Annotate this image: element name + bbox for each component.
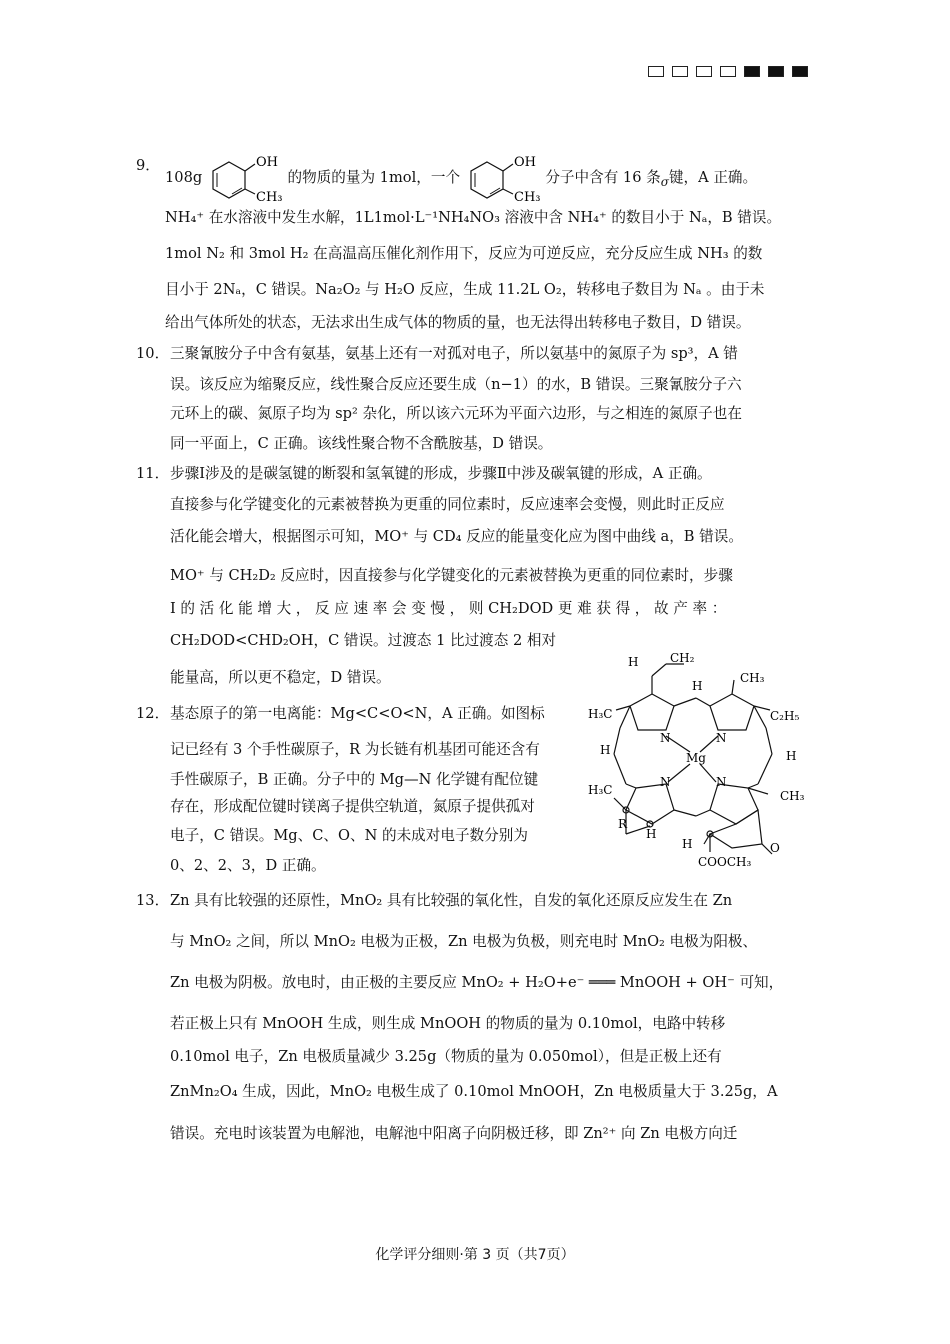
q10-line1: 三聚氰胺分子中含有氨基，氨基上还有一对孤对电子，所以氨基中的氮原子为 sp³，A 错: [170, 345, 738, 362]
struct-h3c: H₃C: [588, 783, 613, 797]
struct-h: H: [646, 827, 657, 841]
q9-line3: 1mol N₂ 和 3mol H₂ 在高温高压催化剂作用下，反应为可逆反应，充分反应生成 NH₃ 的数: [165, 245, 763, 262]
mark-box: [696, 66, 712, 77]
q11-line5: Ⅰ 的 活 化 能 增 大 ， 反 应 速 率 会 变 慢 ， 则 CH₂DOD 更 难 获 得 ， 故 产 率 ：: [170, 600, 727, 617]
mark-box: [792, 66, 808, 77]
ch3-label: CH₃: [255, 190, 283, 202]
mark-box: [720, 66, 736, 77]
struct-n: N: [660, 731, 671, 745]
struct-mg: Mg: [686, 751, 706, 765]
mark-box: [768, 66, 784, 77]
chlorophyll-structure: [586, 648, 822, 872]
q9-line1: [165, 154, 757, 202]
q11-line3: 活化能会增大，根据图示可知，MO⁺ 与 CD₄ 反应的能量变化应为图中曲线 a，B 错误。: [170, 528, 743, 545]
mark-box: [672, 66, 688, 77]
page-footer: 化学评分细则·第 3 页（共7页）: [375, 1247, 575, 1263]
q12-line5: 电子，C 错误。Mg、C、O、N 的未成对电子数分别为: [170, 827, 528, 844]
q13-line4: 若正极上只有 MnOOH 生成，则生成 MnOOH 的物质的量为 0.10mol，电路中转移: [170, 1015, 726, 1032]
q13-line1: Zn 具有比较强的还原性，MnO₂ 具有比较强的氧化性，自发的氧化还原反应发生在 Zn: [170, 892, 733, 909]
struct-cooch3: COOCH₃: [698, 855, 752, 869]
struct-n: N: [716, 775, 727, 789]
q9-line4: 目小于 2Nₐ，C 错误。Na₂O₂ 与 H₂O 反应，生成 11.2L O₂，转移电子数目为 Nₐ 。由于未: [165, 281, 765, 298]
q13-number: 13．: [136, 892, 170, 909]
q11-line6: CH₂DOD<CHD₂OH，C 错误。过渡态 1 比过渡态 2 相对: [170, 632, 557, 649]
mark-box: [744, 66, 760, 77]
q13-line5: 0.10mol 电子，Zn 电极质量减少 3.25g（物质的量为 0.050mol），但是正极上还有: [170, 1048, 722, 1065]
sigma-symbol: σ: [660, 174, 669, 189]
q12-line4: 存在，形成配位键时镁离子提供空轨道，氮原子提供孤对: [170, 798, 535, 815]
struct-h: H: [628, 655, 639, 669]
o-cresol-structure-2: [465, 154, 541, 202]
q9-line2: NH₄⁺ 在水溶液中发生水解，1L1mol·L⁻¹NH₄NO₃ 溶液中含 NH₄⁺ 的数目小于 Nₐ，B 错误。: [165, 209, 782, 226]
struct-ch3: CH₃: [780, 789, 805, 803]
q11-line2: 直接参与化学键变化的元素被替换为更重的同位素时，反应速率会变慢，则此时正反应: [170, 496, 725, 513]
q10-line4: 同一平面上，C 正确。该线性聚合物不含酰胺基，D 错误。: [170, 435, 553, 452]
q9-mass: 108g: [165, 169, 203, 186]
struct-c2h5: C₂H₅: [770, 709, 800, 723]
struct-n: N: [716, 731, 727, 745]
q13-line2: 与 MnO₂ 之间，所以 MnO₂ 电极为正极，Zn 电极为负极，则充电时 MnO₂ 电极为阳极、: [170, 933, 758, 950]
q13-line6: ZnMn₂O₄ 生成，因此，MnO₂ 电极生成了 0.10mol MnOOH，Zn 电极质量大于 3.25g，A: [170, 1083, 778, 1100]
q13-line7: 错误。充电时该装置为电解池，电解池中阳离子向阴极迁移，即 Zn²⁺ 向 Zn 电极方向迁: [170, 1125, 738, 1142]
struct-h: H: [682, 837, 693, 851]
q11-line1: 步骤Ⅰ涉及的是碳氢键的断裂和氢氧键的形成，步骤Ⅱ中涉及碳氧键的形成，A 正确。: [170, 465, 712, 482]
oh-label: OH: [255, 155, 278, 170]
q12-line1: 基态原子的第一电离能：Mg<C<O<N，A 正确。如图标: [170, 705, 545, 722]
q9-text-d: 键，A 正确。: [668, 169, 758, 186]
struct-n: N: [660, 775, 671, 789]
ch3-label: CH₃: [513, 190, 541, 202]
q11-line4: MO⁺ 与 CH₂D₂ 反应时，因直接参与化学键变化的元素被替换为更重的同位素时，步骤: [170, 567, 733, 584]
q11-number: 11．: [136, 465, 170, 482]
q9-line5: 给出气体所处的状态，无法求出生成气体的物质的量，也无法得出转移电子数目，D 错误。: [165, 314, 751, 331]
q9-text-c: 分子中含有 16 条: [545, 169, 661, 186]
struct-h: H: [786, 749, 797, 763]
header-marks: [648, 66, 808, 77]
struct-h3c: H₃C: [588, 707, 613, 721]
oh-label: OH: [513, 155, 536, 170]
struct-r: R: [618, 817, 628, 831]
q10-line2: 误。该反应为缩聚反应，线性聚合反应还要生成（n−1）的水，B 错误。三聚氰胺分子六: [170, 376, 742, 393]
q10-number: 10．: [136, 345, 170, 362]
o-cresol-structure-1: [207, 154, 283, 202]
q10-line3: 元环上的碳、氮原子均为 sp² 杂化，所以该六元环为平面六边形，与之相连的氮原子也在: [170, 405, 742, 422]
q12-line3: 手性碳原子，B 正确。分子中的 Mg—N 化学键有配位键: [170, 771, 539, 788]
q9-text-b: 的物质的量为 1mol，一个: [287, 169, 461, 186]
q9-number: 9．: [136, 157, 160, 174]
struct-h: H: [600, 743, 611, 757]
q12-line6: 0、2、2、3，D 正确。: [170, 857, 326, 874]
struct-h: H: [692, 679, 703, 693]
struct-ch3: CH₃: [740, 671, 765, 685]
q11-line7: 能量高，所以更不稳定，D 错误。: [170, 669, 391, 686]
q13-line3: Zn 电极为阴极。放电时，由正极的主要反应 MnO₂ + H₂O+e⁻ ═══ MnOOH + OH⁻ 可知，: [170, 974, 784, 991]
q12-line2: 记已经有 3 个手性碳原子，R 为长链有机基团可能还含有: [170, 741, 540, 758]
struct-o: O: [770, 841, 780, 855]
struct-ch2: CH₂: [670, 651, 695, 665]
q12-number: 12．: [136, 705, 170, 722]
mark-box: [648, 66, 664, 77]
